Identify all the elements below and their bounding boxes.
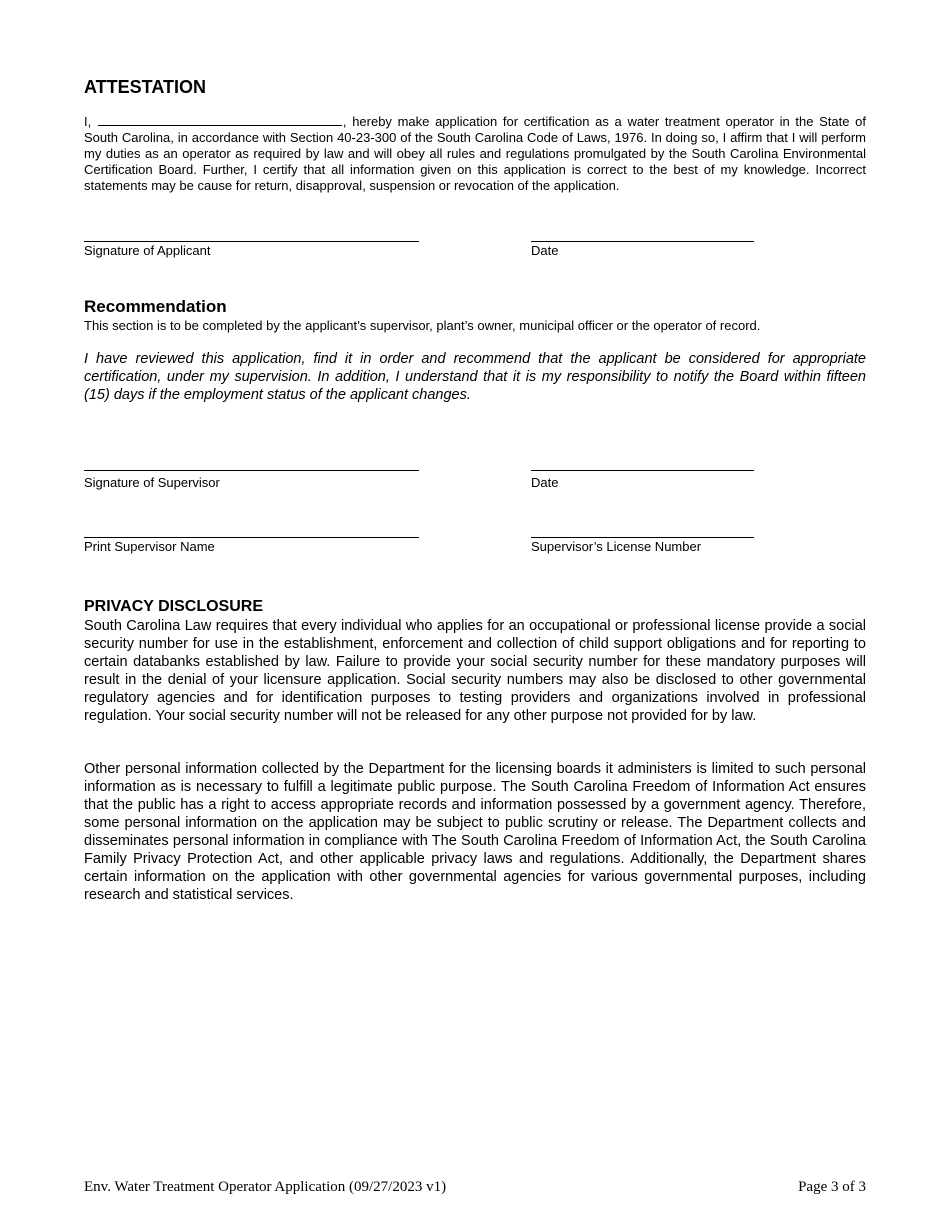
supervisor-license-label: Supervisor’s License Number [531, 539, 702, 554]
supervisor-date-line[interactable] [531, 470, 754, 471]
applicant-name-field[interactable] [98, 114, 342, 126]
supervisor-name-line[interactable] [84, 537, 419, 538]
recommendation-statement: I have reviewed this application, find it in order and recommend that the applicant be considered for appropriate certification, under my supervision. In addition, I understand that it is my responsibility to notify the Board within fifteen (15) days if the employment status of the applicant changes. [84, 351, 866, 403]
supervisor-date-label: Date [531, 475, 559, 490]
footer-document-title: Env. Water Treatment Operator Application (09/27/2023 v1) [84, 1179, 447, 1195]
supervisor-signature-line[interactable] [84, 470, 419, 471]
applicant-signature-line[interactable] [84, 241, 419, 242]
supervisor-signature-label: Signature of Supervisor [84, 475, 220, 490]
recommendation-heading: Recommendation [84, 297, 227, 316]
privacy-heading: PRIVACY DISCLOSURE [84, 598, 263, 615]
attestation-heading: ATTESTATION [84, 77, 206, 97]
applicant-date-label: Date [531, 243, 559, 258]
supervisor-name-label: Print Supervisor Name [84, 539, 215, 554]
applicant-date-line[interactable] [531, 241, 754, 242]
attestation-paragraph [84, 114, 866, 194]
privacy-paragraph-2: Other personal information collected by the Department for the licensing boards it administers is limited to such personal information as is necessary to fulfill a legitimate public purpose. The South Carolina Freedom of Information Act ensures that the public has a right to access appropriate records and information possessed by a government agency. Therefore, some personal information on the application may be subject to public scrutiny or release. The Department collects and disseminates personal information in compliance with The South Carolina Freedom of Information Act, the South Carolina Family Privacy Protection Act, and other applicable privacy laws and regulations. Additionally, the Department shares certain information on the application with other governmental agencies for various governmental purposes, including research and statistical services. [84, 761, 866, 903]
footer-page-number: Page 3 of 3 [798, 1179, 866, 1195]
supervisor-license-line[interactable] [531, 537, 754, 538]
applicant-signature-label: Signature of Applicant [84, 243, 211, 258]
attestation-body: , hereby make application for certification as a water treatment operator in the State of South Carolina, in accordance with Section 40-23-300 of the South Carolina Code of Laws, 1976. In doing so, I affirm that I will perform my duties as an operator as required by law and will obey all rules and regulations promulgated by the South Carolina Environmental Certification Board. Further, I certify that all information given on this application is correct to the best of my knowledge. Incorrect statements may be cause for return, disapproval, suspension or revocation of the application. [84, 114, 866, 193]
recommendation-note: This section is to be completed by the applicant’s supervisor, plant’s owner, municipal officer or the operator of record. [84, 318, 761, 333]
privacy-paragraph-1: South Carolina Law requires that every individual who applies for an occupational or professional license provide a social security number for use in the establishment, enforcement and collection of child support obligations and for reporting to certain databanks established by law. Failure to provide your social security number for these mandatory purposes will result in the denial of your licensure application. Social security numbers may also be disclosed to other governmental regulatory agencies and for identification purposes to testing providers and organizations involved in professional regulation. Your social security number will not be released for any other purpose not provided for by law. [84, 618, 866, 724]
attestation-prefix: I, [84, 114, 92, 129]
